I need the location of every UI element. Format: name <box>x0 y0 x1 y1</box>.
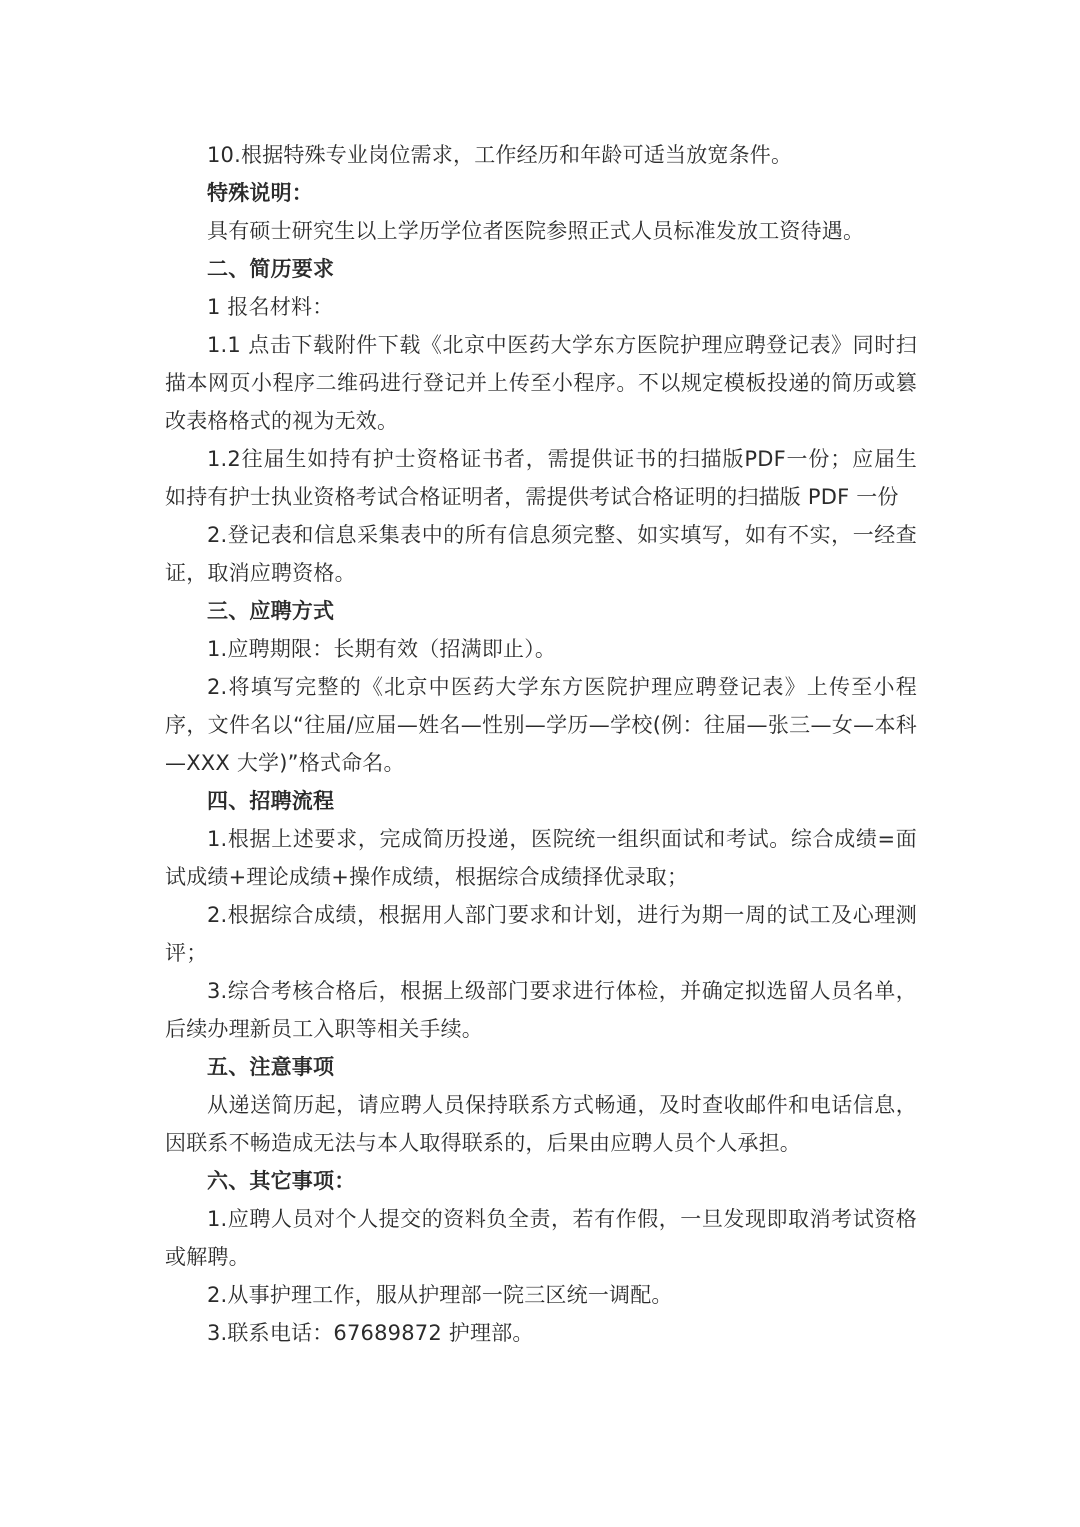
paragraph-materials-1-2: 1.2往届生如持有护士资格证书者，需提供证书的扫描版PDF一份；应届生如持有护士执业资格考试合格证明者，需提供考试合格证明的扫描版 PDF 一份 <box>165 447 917 509</box>
heading-other-matters: 六、其它事项： <box>207 1169 356 1193</box>
paragraph-special-note: 具有硕士研究生以上学历学位者医院参照正式人员标准发放工资待遇。 <box>207 219 865 243</box>
document-body <box>165 136 917 1352</box>
paragraph-process-1: 1.根据上述要求，完成简历投递，医院统一组织面试和考试。综合成绩=面试成绩+理论成绩+操作成绩，根据综合成绩择优录取； <box>165 827 917 889</box>
heading-application-method: 三、应聘方式 <box>207 599 335 623</box>
paragraph-method-2: 2.将填写完整的《北京中医药大学东方医院护理应聘登记表》上传至小程序，文件名以“往届/应届—姓名—性别—学历—学校(例：往届—张三—女—本科—XXX 大学)”格式命名。 <box>165 675 917 775</box>
heading-recruitment-process: 四、招聘流程 <box>207 789 335 813</box>
paragraph-method-1: 1.应聘期限：长期有效（招满即止）。 <box>207 637 557 661</box>
paragraph-process-2: 2.根据综合成绩，根据用人部门要求和计划，进行为期一周的试工及心理测评； <box>165 903 917 965</box>
heading-special-note: 特殊说明： <box>207 181 313 205</box>
paragraph-materials-1-1: 1.1 点击下载附件下载《北京中医药大学东方医院护理应聘登记表》同时扫描本网页小程序二维码进行登记并上传至小程序。不以规定模板投递的简历或篡改表格格式的视为无效。 <box>165 333 917 433</box>
paragraph-contact-phone: 3.联系电话：67689872 护理部。 <box>207 1321 534 1345</box>
paragraph-other-2: 2.从事护理工作，服从护理部一院三区统一调配。 <box>207 1283 673 1307</box>
heading-resume-requirements: 二、简历要求 <box>207 257 335 281</box>
heading-notes: 五、注意事项 <box>207 1055 335 1079</box>
paragraph-process-3: 3.综合考核合格后，根据上级部门要求进行体检，并确定拟选留人员名单，后续办理新员工入职等相关手续。 <box>165 979 917 1041</box>
paragraph-materials-2: 2.登记表和信息采集表中的所有信息须完整、如实填写，如有不实，一经查证，取消应聘资格。 <box>165 523 917 585</box>
paragraph-condition-10: 10.根据特殊专业岗位需求，工作经历和年龄可适当放宽条件。 <box>207 143 793 167</box>
paragraph-other-1: 1.应聘人员对个人提交的资料负全责，若有作假，一旦发现即取消考试资格或解聘。 <box>165 1207 917 1269</box>
paragraph-notes: 从递送简历起，请应聘人员保持联系方式畅通，及时查收邮件和电话信息，因联系不畅造成无法与本人取得联系的，后果由应聘人员个人承担。 <box>165 1093 917 1155</box>
paragraph-application-materials: 1 报名材料： <box>207 295 334 319</box>
